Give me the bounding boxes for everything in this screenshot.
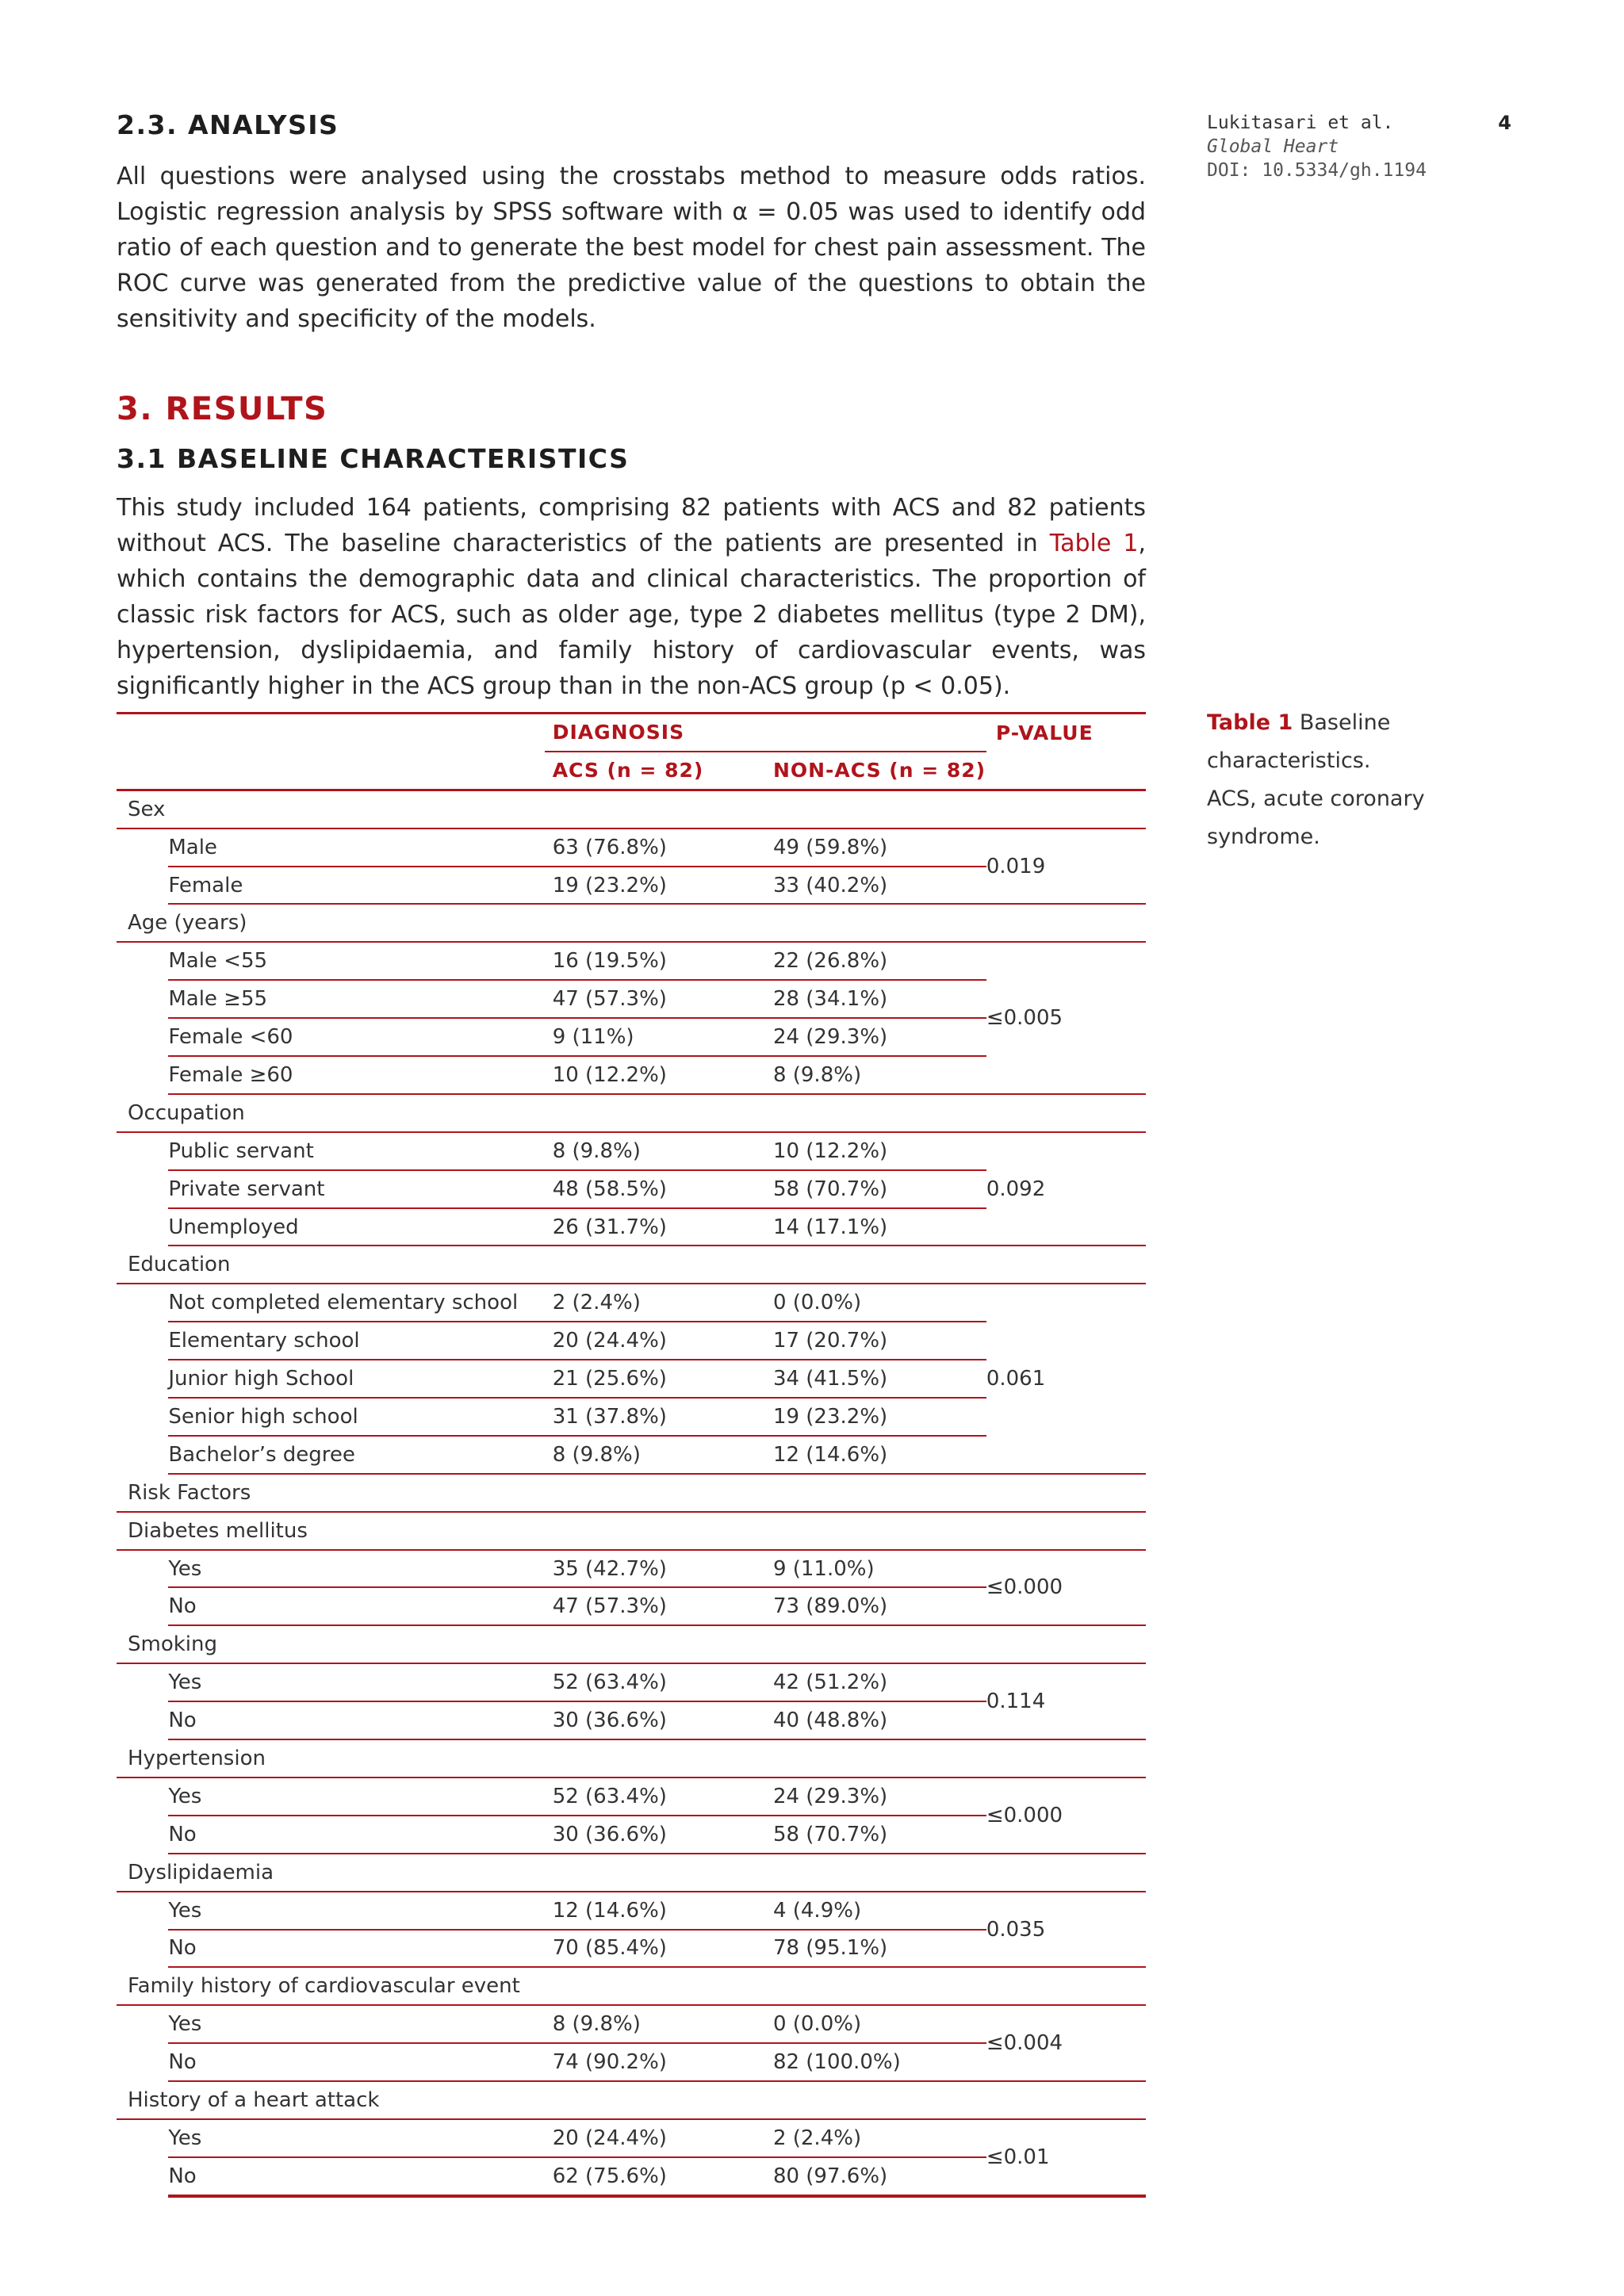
table-row	[117, 1132, 1146, 1170]
row-indent	[117, 2043, 168, 2081]
row-indent	[117, 1436, 168, 1474]
table-group-row	[117, 1246, 1146, 1284]
group-label: Family history of cardiovascular event	[117, 1967, 1146, 2005]
row-indent	[117, 1360, 168, 1398]
acs-value: 48 (58.5%)	[545, 1170, 765, 1208]
acs-value: 20 (24.4%)	[545, 1322, 765, 1360]
results-text-after: , which contains the demographic data and clinical characteristics. The proportion of classic risk factors for ACS, such as older age, type 2 diabetes mellitus (type 2 DM), hypertension, dyslipidaemia, and family history of cardiovascular events, was significantly higher in the ACS group than in the non-ACS group (p < 0.05).	[117, 530, 1146, 700]
table-group-row	[117, 1967, 1146, 2005]
acs-value: 74 (90.2%)	[545, 2043, 765, 2081]
group-label: Dyslipidaemia	[117, 1854, 1146, 1892]
table-caption	[1207, 704, 1532, 856]
non-acs-value: 82 (100.0%)	[765, 2043, 986, 2081]
row-label: No	[168, 1930, 544, 1968]
row-indent	[117, 942, 168, 980]
non-acs-value: 4 (4.9%)	[765, 1892, 986, 1930]
group-label: Age (years)	[117, 904, 1146, 942]
non-acs-value: 28 (34.1%)	[765, 980, 986, 1018]
acs-value: 26 (31.7%)	[545, 1208, 765, 1246]
table-group-row	[117, 1854, 1146, 1892]
row-label: No	[168, 2157, 544, 2196]
row-indent	[117, 1930, 168, 1968]
row-indent	[117, 1892, 168, 1930]
table-row	[117, 1550, 1146, 1588]
p-value: ≤0.005	[986, 942, 1146, 1094]
non-acs-value: 58 (70.7%)	[765, 1170, 986, 1208]
row-indent	[117, 828, 168, 867]
table-row	[117, 1284, 1146, 1322]
row-label: Male <55	[168, 942, 544, 980]
acs-value: 47 (57.3%)	[545, 980, 765, 1018]
acs-value: 10 (12.2%)	[545, 1056, 765, 1094]
row-label: No	[168, 1701, 544, 1739]
table-row	[117, 828, 1146, 867]
doi-link[interactable]: DOI: 10.5334/gh.1194	[1207, 160, 1427, 181]
row-indent	[117, 867, 168, 905]
non-acs-value: 19 (23.2%)	[765, 1398, 986, 1436]
row-label: Junior high School	[168, 1360, 544, 1398]
header-p-value: P-VALUE	[986, 714, 1146, 752]
header-non-acs: NON-ACS (n = 82)	[765, 752, 986, 790]
non-acs-value: 0 (0.0%)	[765, 2005, 986, 2043]
row-label: Yes	[168, 2119, 544, 2157]
analysis-paragraph: All questions were analysed using the crosstabs method to measure odds ratios. Logistic regression analysis by SPSS software with α = 0.05 was used to identify odd ratio of each question and to generate the best model for chest pain assessment. The ROC curve was generated from the predictive value of the questions to obtain the sensitivity and specificity of the models.	[117, 163, 1146, 333]
row-indent	[117, 2005, 168, 2043]
page-number: 4	[1498, 112, 1511, 134]
group-label: Hypertension	[117, 1739, 1146, 1777]
p-value: ≤0.004	[986, 2005, 1146, 2081]
row-label: Yes	[168, 1777, 544, 1816]
group-label: Occupation	[117, 1094, 1146, 1132]
non-acs-value: 49 (59.8%)	[765, 828, 986, 867]
row-label: Male	[168, 828, 544, 867]
table-group-row	[117, 1512, 1146, 1550]
row-indent	[117, 2157, 168, 2196]
table-row	[117, 1892, 1146, 1930]
author-line: Lukitasari et al.	[1207, 113, 1394, 133]
non-acs-value: 78 (95.1%)	[765, 1930, 986, 1968]
non-acs-value: 42 (51.2%)	[765, 1663, 986, 1701]
non-acs-value: 14 (17.1%)	[765, 1208, 986, 1246]
row-indent	[117, 1550, 168, 1588]
row-label: No	[168, 1816, 544, 1854]
row-label: Senior high school	[168, 1398, 544, 1436]
acs-value: 63 (76.8%)	[545, 828, 765, 867]
table-header-row-1	[117, 714, 1146, 752]
non-acs-value: 73 (89.0%)	[765, 1587, 986, 1625]
non-acs-value: 22 (26.8%)	[765, 942, 986, 980]
row-label: Female <60	[168, 1018, 544, 1056]
row-indent	[117, 1056, 168, 1094]
row-indent	[117, 1398, 168, 1436]
non-acs-value: 0 (0.0%)	[765, 1284, 986, 1322]
group-label: Risk Factors	[117, 1474, 1146, 1512]
row-label: Public servant	[168, 1132, 544, 1170]
caption-title: Baseline characteristics.	[1207, 710, 1391, 773]
row-label: Yes	[168, 1663, 544, 1701]
non-acs-value: 2 (2.4%)	[765, 2119, 986, 2157]
non-acs-value: 24 (29.3%)	[765, 1018, 986, 1056]
analysis-heading: 2.3. ANALYSIS	[117, 109, 339, 140]
table-group-row	[117, 1739, 1146, 1777]
acs-value: 8 (9.8%)	[545, 1436, 765, 1474]
acs-value: 35 (42.7%)	[545, 1550, 765, 1588]
table-row	[117, 1777, 1146, 1816]
acs-value: 30 (36.6%)	[545, 1701, 765, 1739]
non-acs-value: 12 (14.6%)	[765, 1436, 986, 1474]
running-header	[1207, 111, 1511, 182]
row-label: No	[168, 2043, 544, 2081]
group-label: Education	[117, 1246, 1146, 1284]
row-label: Yes	[168, 1892, 544, 1930]
caption-label: Table 1	[1207, 710, 1293, 735]
table-group-row	[117, 904, 1146, 942]
table-row	[117, 942, 1146, 980]
p-value: 0.019	[986, 828, 1146, 905]
acs-value: 62 (75.6%)	[545, 2157, 765, 2196]
caption-note: ACS, acute coronary syndrome.	[1207, 786, 1425, 849]
p-value: 0.092	[986, 1132, 1146, 1246]
row-indent	[117, 1284, 168, 1322]
header-acs: ACS (n = 82)	[545, 752, 765, 790]
row-indent	[117, 1170, 168, 1208]
table-group-row	[117, 1625, 1146, 1663]
results-paragraph	[117, 490, 1146, 704]
acs-value: 8 (9.8%)	[545, 2005, 765, 2043]
p-value: ≤0.000	[986, 1550, 1146, 1626]
acs-value: 31 (37.8%)	[545, 1398, 765, 1436]
row-label: Female	[168, 867, 544, 905]
row-label: Yes	[168, 2005, 544, 2043]
row-indent	[117, 1132, 168, 1170]
row-indent	[117, 1208, 168, 1246]
main-column	[117, 109, 1146, 704]
table-row	[117, 2005, 1146, 2043]
acs-value: 52 (63.4%)	[545, 1663, 765, 1701]
table-1-link[interactable]: Table 1	[1049, 530, 1139, 557]
row-indent	[117, 2119, 168, 2157]
non-acs-value: 8 (9.8%)	[765, 1056, 986, 1094]
p-value: ≤0.01	[986, 2119, 1146, 2196]
p-value: 0.114	[986, 1663, 1146, 1739]
results-text-before: This study included 164 patients, comprising 82 patients with ACS and 82 patients without ACS. The baseline characteristics of the patients are presented in	[117, 494, 1146, 557]
acs-value: 47 (57.3%)	[545, 1587, 765, 1625]
journal-name: Global Heart	[1207, 136, 1339, 157]
non-acs-value: 24 (29.3%)	[765, 1777, 986, 1816]
non-acs-value: 58 (70.7%)	[765, 1816, 986, 1854]
acs-value: 70 (85.4%)	[545, 1930, 765, 1968]
row-indent	[117, 980, 168, 1018]
table-header-row-2	[117, 752, 1146, 790]
acs-value: 21 (25.6%)	[545, 1360, 765, 1398]
p-value: 0.061	[986, 1284, 1146, 1473]
p-value: 0.035	[986, 1892, 1146, 1968]
baseline-table	[117, 712, 1146, 2198]
acs-value: 30 (36.6%)	[545, 1816, 765, 1854]
row-label: Not completed elementary school	[168, 1284, 544, 1322]
baseline-heading: 3.1 BASELINE CHARACTERISTICS	[117, 443, 630, 474]
acs-value: 12 (14.6%)	[545, 1892, 765, 1930]
non-acs-value: 9 (11.0%)	[765, 1550, 986, 1588]
group-label: Sex	[117, 790, 1146, 828]
row-indent	[117, 1663, 168, 1701]
non-acs-value: 33 (40.2%)	[765, 867, 986, 905]
row-label: Elementary school	[168, 1322, 544, 1360]
row-indent	[117, 1777, 168, 1816]
header-diagnosis: DIAGNOSIS	[545, 714, 986, 752]
table-row	[117, 2119, 1146, 2157]
non-acs-value: 17 (20.7%)	[765, 1322, 986, 1360]
row-indent	[117, 1018, 168, 1056]
row-label: Bachelor’s degree	[168, 1436, 544, 1474]
non-acs-value: 10 (12.2%)	[765, 1132, 986, 1170]
row-indent	[117, 1322, 168, 1360]
table-group-row	[117, 1474, 1146, 1512]
group-label: Smoking	[117, 1625, 1146, 1663]
p-value: ≤0.000	[986, 1777, 1146, 1854]
row-label: Female ≥60	[168, 1056, 544, 1094]
row-label: Yes	[168, 1550, 544, 1588]
row-label: Unemployed	[168, 1208, 544, 1246]
table-group-row	[117, 2081, 1146, 2119]
acs-value: 2 (2.4%)	[545, 1284, 765, 1322]
table-group-row	[117, 1094, 1146, 1132]
table-row	[117, 1663, 1146, 1701]
group-label: History of a heart attack	[117, 2081, 1146, 2119]
group-label: Diabetes mellitus	[117, 1512, 1146, 1550]
row-indent	[117, 1816, 168, 1854]
row-label: Male ≥55	[168, 980, 544, 1018]
non-acs-value: 34 (41.5%)	[765, 1360, 986, 1398]
acs-value: 9 (11%)	[545, 1018, 765, 1056]
acs-value: 8 (9.8%)	[545, 1132, 765, 1170]
row-indent	[117, 1587, 168, 1625]
row-label: No	[168, 1587, 544, 1625]
table-group-row	[117, 790, 1146, 828]
non-acs-value: 40 (48.8%)	[765, 1701, 986, 1739]
acs-value: 20 (24.4%)	[545, 2119, 765, 2157]
results-heading: 3. RESULTS	[117, 391, 328, 427]
acs-value: 19 (23.2%)	[545, 867, 765, 905]
acs-value: 16 (19.5%)	[545, 942, 765, 980]
non-acs-value: 80 (97.6%)	[765, 2157, 986, 2196]
row-indent	[117, 1701, 168, 1739]
acs-value: 52 (63.4%)	[545, 1777, 765, 1816]
row-label: Private servant	[168, 1170, 544, 1208]
